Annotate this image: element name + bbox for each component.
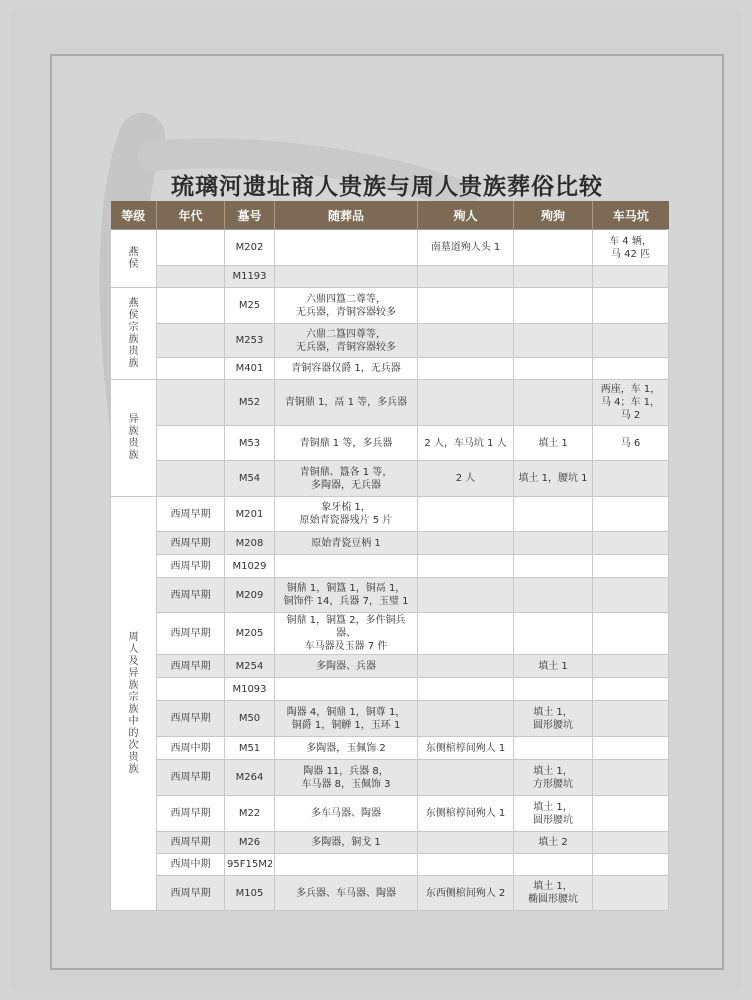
era-cell: 西周早期 bbox=[157, 532, 225, 555]
horse-cell bbox=[593, 288, 669, 324]
no-cell: M253 bbox=[225, 324, 275, 358]
era-cell: 西周早期 bbox=[157, 578, 225, 613]
horse-cell bbox=[593, 701, 669, 737]
no-cell: M264 bbox=[225, 760, 275, 796]
dog-cell bbox=[514, 613, 593, 655]
hum-cell bbox=[418, 288, 514, 324]
goods-cell: 六鼎四簋二尊等， 无兵器，青铜容器较多 bbox=[275, 288, 418, 324]
horse-cell bbox=[593, 613, 669, 655]
hum-cell bbox=[418, 324, 514, 358]
comparison-table bbox=[110, 201, 669, 911]
goods-cell: 陶器 11，兵器 8， 车马器 8，玉佩饰 3 bbox=[275, 760, 418, 796]
horse-cell bbox=[593, 854, 669, 876]
table-row bbox=[111, 737, 669, 760]
dog-cell bbox=[514, 578, 593, 613]
no-cell: M202 bbox=[225, 230, 275, 266]
no-cell: M208 bbox=[225, 532, 275, 555]
hum-cell bbox=[418, 678, 514, 701]
dog-cell: 填土 1， 圆形腰坑 bbox=[514, 701, 593, 737]
table-row bbox=[111, 288, 669, 324]
no-cell: M205 bbox=[225, 613, 275, 655]
table-row bbox=[111, 230, 669, 266]
level-label: 燕侯 bbox=[128, 246, 139, 270]
dog-cell bbox=[514, 266, 593, 288]
horse-cell bbox=[593, 324, 669, 358]
no-cell: M51 bbox=[225, 737, 275, 760]
table-row bbox=[111, 832, 669, 854]
table-row bbox=[111, 532, 669, 555]
table-row bbox=[111, 796, 669, 832]
hum-cell bbox=[418, 266, 514, 288]
dog-cell: 填土 1， 圆形腰坑 bbox=[514, 796, 593, 832]
table-header-row bbox=[111, 201, 669, 230]
hum-cell bbox=[418, 555, 514, 578]
dog-cell bbox=[514, 230, 593, 266]
hum-cell bbox=[418, 854, 514, 876]
goods-cell: 多陶器、兵器 bbox=[275, 655, 418, 678]
horse-cell bbox=[593, 678, 669, 701]
era-cell: 西周早期 bbox=[157, 832, 225, 854]
era-cell bbox=[157, 230, 225, 266]
table-body bbox=[111, 230, 669, 911]
horse-cell bbox=[593, 655, 669, 678]
hum-cell bbox=[418, 655, 514, 678]
goods-cell bbox=[275, 266, 418, 288]
no-cell: M26 bbox=[225, 832, 275, 854]
no-cell: M54 bbox=[225, 461, 275, 497]
dog-cell bbox=[514, 678, 593, 701]
no-cell: M1193 bbox=[225, 266, 275, 288]
no-cell: M25 bbox=[225, 288, 275, 324]
goods-cell: 多车马器、陶器 bbox=[275, 796, 418, 832]
goods-cell: 青铜鼎 1，鬲 1 等，多兵器 bbox=[275, 380, 418, 426]
hum-cell bbox=[418, 358, 514, 380]
era-cell: 西周早期 bbox=[157, 555, 225, 578]
era-cell: 西周早期 bbox=[157, 497, 225, 532]
goods-cell: 多陶器，玉佩饰 2 bbox=[275, 737, 418, 760]
hum-cell bbox=[418, 380, 514, 426]
horse-cell bbox=[593, 796, 669, 832]
hum-cell bbox=[418, 578, 514, 613]
goods-cell bbox=[275, 555, 418, 578]
horse-cell bbox=[593, 266, 669, 288]
table-row bbox=[111, 266, 669, 288]
goods-cell: 陶器 4，铜鼎 1，铜尊 1， 铜爵 1，铜觯 1，玉环 1 bbox=[275, 701, 418, 737]
hum-cell: 南墓道殉人头 1 bbox=[418, 230, 514, 266]
dog-cell: 填土 1 bbox=[514, 655, 593, 678]
era-cell bbox=[157, 266, 225, 288]
table-row bbox=[111, 760, 669, 796]
level-label: 周人及异族宗族中的次贵族 bbox=[128, 631, 139, 775]
table-row bbox=[111, 613, 669, 655]
hum-cell: 2 人 bbox=[418, 461, 514, 497]
level-cell bbox=[111, 230, 157, 288]
era-cell bbox=[157, 324, 225, 358]
page-frame bbox=[50, 54, 724, 970]
no-cell: M1029 bbox=[225, 555, 275, 578]
dog-cell: 填土 1， 椭圆形腰坑 bbox=[514, 876, 593, 911]
era-cell bbox=[157, 426, 225, 461]
goods-cell: 铜鼎 1，铜簋 1，铜鬲 1， 铜饰件 14，兵器 7，玉璧 1 bbox=[275, 578, 418, 613]
era-cell: 西周早期 bbox=[157, 760, 225, 796]
table-row bbox=[111, 461, 669, 497]
dog-cell bbox=[514, 358, 593, 380]
no-cell: M52 bbox=[225, 380, 275, 426]
horse-cell bbox=[593, 461, 669, 497]
era-cell bbox=[157, 288, 225, 324]
dog-cell: 填土 1， 方形腰坑 bbox=[514, 760, 593, 796]
table-row bbox=[111, 876, 669, 911]
table-row bbox=[111, 678, 669, 701]
dog-cell bbox=[514, 555, 593, 578]
header-cell: 年代 bbox=[157, 201, 225, 230]
era-cell: 西周中期 bbox=[157, 737, 225, 760]
level-cell bbox=[111, 497, 157, 911]
no-cell: M53 bbox=[225, 426, 275, 461]
goods-cell: 青铜容器仅爵 1，无兵器 bbox=[275, 358, 418, 380]
era-cell: 西周早期 bbox=[157, 876, 225, 911]
no-cell: M201 bbox=[225, 497, 275, 532]
era-cell: 西周早期 bbox=[157, 655, 225, 678]
table-row bbox=[111, 701, 669, 737]
dog-cell: 填土 1，腰坑 1 bbox=[514, 461, 593, 497]
era-cell: 西周中期 bbox=[157, 854, 225, 876]
goods-cell: 六鼎二簋四尊等， 无兵器，青铜容器较多 bbox=[275, 324, 418, 358]
hum-cell: 东侧棺椁间殉人 1 bbox=[418, 737, 514, 760]
dog-cell bbox=[514, 737, 593, 760]
table-row bbox=[111, 426, 669, 461]
goods-cell: 铜鼎 1，铜簋 2，多件铜兵器、 车马器及玉器 7 件 bbox=[275, 613, 418, 655]
goods-cell: 青铜鼎 1 等，多兵器 bbox=[275, 426, 418, 461]
horse-cell: 车 4 辆， 马 42 匹 bbox=[593, 230, 669, 266]
table-row bbox=[111, 358, 669, 380]
dog-cell bbox=[514, 854, 593, 876]
horse-cell bbox=[593, 832, 669, 854]
hum-cell: 2 人，车马坑 1 人 bbox=[418, 426, 514, 461]
hum-cell bbox=[418, 832, 514, 854]
hum-cell bbox=[418, 760, 514, 796]
horse-cell bbox=[593, 497, 669, 532]
page-title: 琉璃河遗址商人贵族与周人贵族葬俗比较 bbox=[171, 174, 603, 200]
horse-cell: 两座，车 1， 马 4；车 1， 马 2 bbox=[593, 380, 669, 426]
no-cell: M209 bbox=[225, 578, 275, 613]
goods-cell: 多陶器，铜戈 1 bbox=[275, 832, 418, 854]
page bbox=[11, 11, 741, 989]
horse-cell bbox=[593, 555, 669, 578]
horse-cell bbox=[593, 876, 669, 911]
goods-cell: 青铜鼎、簋各 1 等， 多陶器，无兵器 bbox=[275, 461, 418, 497]
table-row bbox=[111, 854, 669, 876]
header-cell: 殉人 bbox=[418, 201, 514, 230]
goods-cell bbox=[275, 854, 418, 876]
header-cell: 车马坑 bbox=[593, 201, 669, 230]
no-cell: M1093 bbox=[225, 678, 275, 701]
hum-cell bbox=[418, 613, 514, 655]
hum-cell: 东侧棺椁间殉人 1 bbox=[418, 796, 514, 832]
goods-cell: 多兵器、车马器、陶器 bbox=[275, 876, 418, 911]
era-cell bbox=[157, 678, 225, 701]
dog-cell bbox=[514, 380, 593, 426]
era-cell bbox=[157, 461, 225, 497]
era-cell: 西周早期 bbox=[157, 796, 225, 832]
dog-cell: 填土 1 bbox=[514, 426, 593, 461]
header-cell: 殉狗 bbox=[514, 201, 593, 230]
era-cell bbox=[157, 380, 225, 426]
horse-cell bbox=[593, 532, 669, 555]
era-cell: 西周早期 bbox=[157, 613, 225, 655]
era-cell: 西周早期 bbox=[157, 701, 225, 737]
horse-cell bbox=[593, 737, 669, 760]
dog-cell bbox=[514, 288, 593, 324]
header-cell: 随葬品 bbox=[275, 201, 418, 230]
hum-cell: 东西侧棺间殉人 2 bbox=[418, 876, 514, 911]
hum-cell bbox=[418, 701, 514, 737]
table-row bbox=[111, 324, 669, 358]
level-label: 异族贵族 bbox=[128, 414, 139, 461]
dog-cell bbox=[514, 497, 593, 532]
table-row bbox=[111, 655, 669, 678]
level-label: 燕侯宗族贵族 bbox=[128, 297, 139, 369]
horse-cell bbox=[593, 358, 669, 380]
level-cell bbox=[111, 380, 157, 497]
horse-cell: 马 6 bbox=[593, 426, 669, 461]
goods-cell: 象牙梳 1， 原始青瓷器残片 5 片 bbox=[275, 497, 418, 532]
no-cell: 95F15M2 bbox=[225, 854, 275, 876]
goods-cell bbox=[275, 230, 418, 266]
hum-cell bbox=[418, 497, 514, 532]
era-cell bbox=[157, 358, 225, 380]
dog-cell bbox=[514, 324, 593, 358]
header-cell: 墓号 bbox=[225, 201, 275, 230]
horse-cell bbox=[593, 760, 669, 796]
level-cell bbox=[111, 288, 157, 380]
dog-cell: 填土 2 bbox=[514, 832, 593, 854]
table-row bbox=[111, 555, 669, 578]
table-row bbox=[111, 497, 669, 532]
no-cell: M401 bbox=[225, 358, 275, 380]
goods-cell: 原始青瓷豆柄 1 bbox=[275, 532, 418, 555]
no-cell: M50 bbox=[225, 701, 275, 737]
horse-cell bbox=[593, 578, 669, 613]
no-cell: M254 bbox=[225, 655, 275, 678]
table-row bbox=[111, 578, 669, 613]
no-cell: M105 bbox=[225, 876, 275, 911]
header-cell: 等级 bbox=[111, 201, 157, 230]
table-row bbox=[111, 380, 669, 426]
dog-cell bbox=[514, 532, 593, 555]
hum-cell bbox=[418, 532, 514, 555]
goods-cell bbox=[275, 678, 418, 701]
no-cell: M22 bbox=[225, 796, 275, 832]
